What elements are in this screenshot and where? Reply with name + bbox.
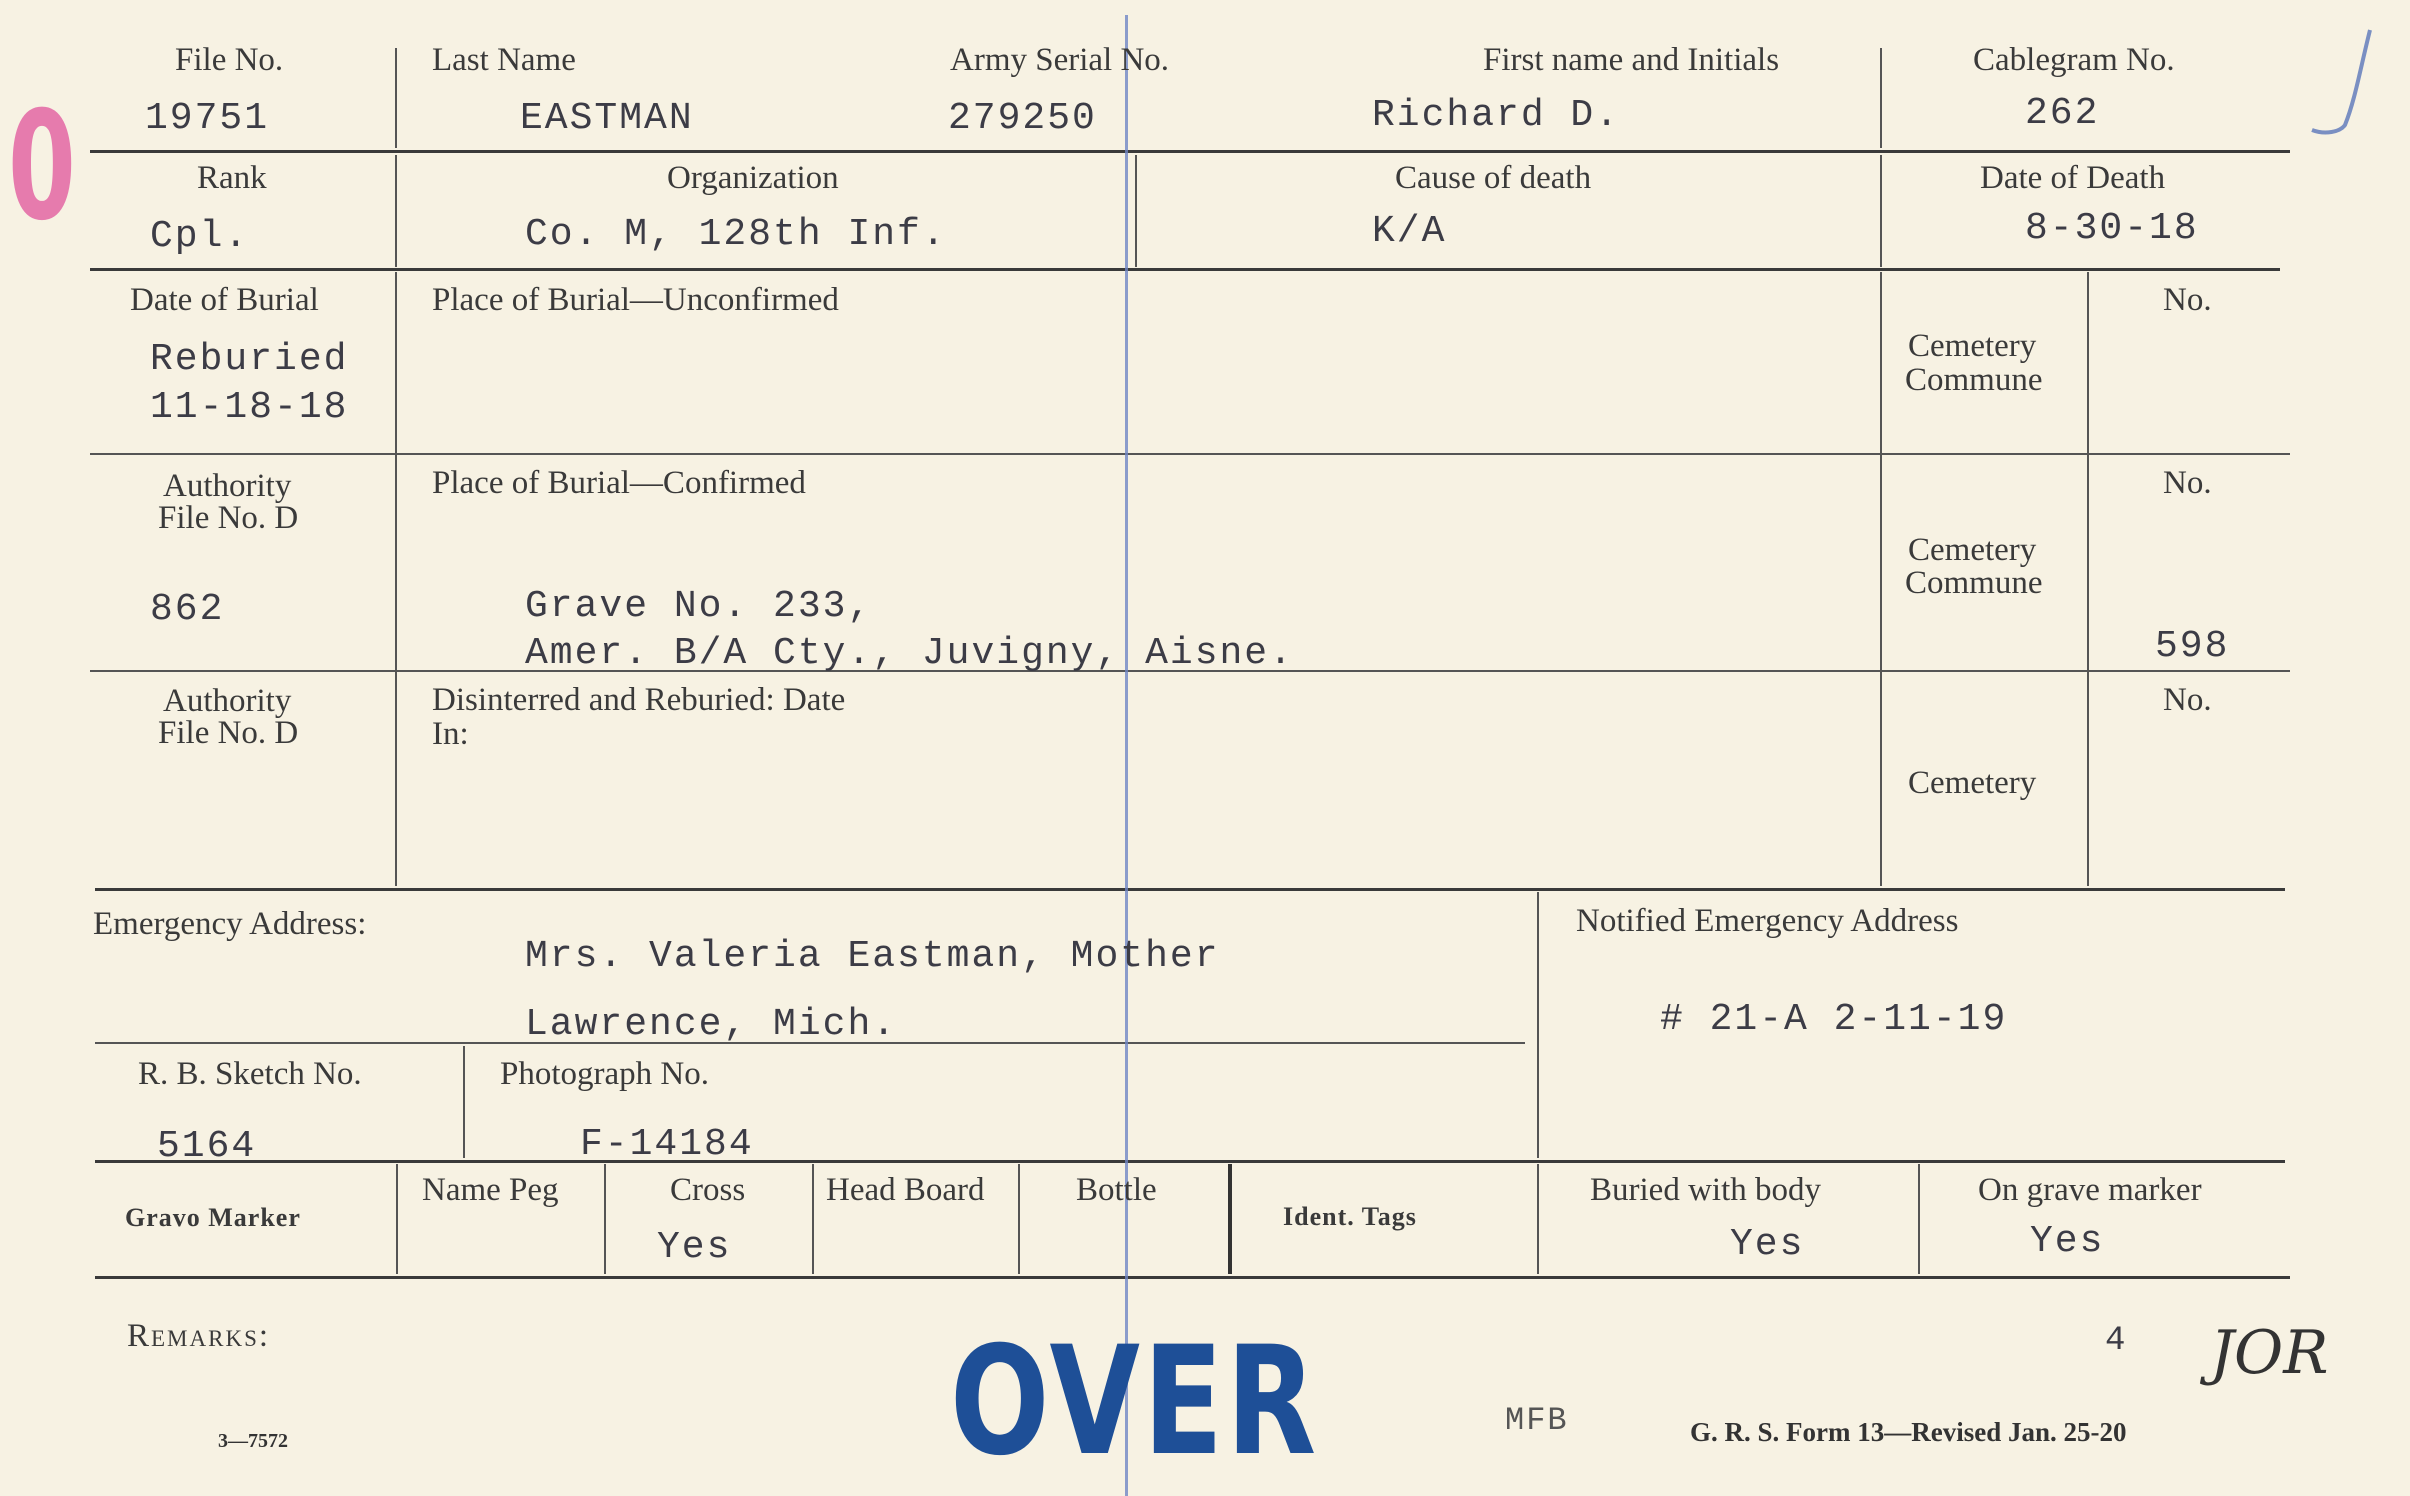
vrule-left-column bbox=[395, 272, 397, 886]
commune-label-1: Commune bbox=[1905, 362, 2043, 398]
date-of-burial-label: Date of Burial bbox=[130, 282, 319, 318]
grave-no-number: 598 bbox=[2155, 625, 2230, 668]
name-peg-label: Name Peg bbox=[422, 1172, 559, 1208]
disinterred-in-label: In: bbox=[432, 716, 469, 752]
vrule-cemetery bbox=[1880, 272, 1882, 886]
first-name-label: First name and Initials bbox=[1483, 42, 1780, 78]
head-board-label: Head Board bbox=[826, 1172, 985, 1208]
cablegram-value: 262 bbox=[2025, 92, 2100, 135]
authority-file-label-2: File No. D bbox=[158, 715, 299, 751]
reburied-value: Reburied bbox=[150, 338, 349, 381]
place-unconfirmed-label: Place of Burial—Unconfirmed bbox=[432, 282, 839, 318]
vrule-marker-7 bbox=[1918, 1164, 1920, 1274]
vrule-rank bbox=[395, 155, 397, 267]
initials-mfb: MFB bbox=[1505, 1402, 1569, 1439]
cemetery-label-1: Cemetery bbox=[1908, 328, 2037, 364]
emergency-line-1: Mrs. Valeria Eastman, Mother bbox=[525, 935, 1220, 978]
serial-no-label: Army Serial No. bbox=[950, 42, 1170, 78]
form-code: 3—7572 bbox=[218, 1430, 288, 1452]
organization-label: Organization bbox=[667, 160, 839, 196]
vrule-file bbox=[395, 48, 397, 148]
authority-label-1: Authority bbox=[163, 468, 292, 504]
vrule-cablegram bbox=[1880, 48, 1882, 148]
vrule-marker-3 bbox=[812, 1164, 814, 1274]
emergency-address-label: Emergency Address: bbox=[93, 906, 367, 942]
no-label-2: No. bbox=[2163, 465, 2212, 501]
notified-emergency-value: # 21-A 2-11-19 bbox=[1660, 998, 2008, 1041]
no-label-3: No. bbox=[2163, 682, 2212, 718]
rule-markers bbox=[95, 1276, 2290, 1279]
rule-row2 bbox=[90, 268, 2280, 271]
check-mark-icon bbox=[2300, 20, 2390, 140]
authority-value: 862 bbox=[150, 588, 225, 631]
vrule-no bbox=[2087, 272, 2089, 886]
authority-file-label-1: File No. D bbox=[158, 500, 299, 536]
cemetery-label-3: Cemetery bbox=[1908, 765, 2037, 801]
authority-label-2: Authority bbox=[163, 683, 292, 719]
vrule-marker-4 bbox=[1018, 1164, 1020, 1274]
no-label-1: No. bbox=[2163, 282, 2212, 318]
rule-header bbox=[90, 150, 2290, 153]
signature: JOR bbox=[2210, 1318, 2329, 1388]
pink-mark: 0 bbox=[8, 80, 76, 254]
cause-label: Cause of death bbox=[1395, 160, 1592, 196]
cablegram-label: Cablegram No. bbox=[1973, 42, 2175, 78]
vrule-marker-1 bbox=[396, 1164, 398, 1274]
rule-sketch bbox=[95, 1160, 2285, 1163]
remarks-label: Remarks: bbox=[127, 1318, 271, 1354]
bottle-label: Bottle bbox=[1076, 1172, 1157, 1208]
sketch-no-value: 5164 bbox=[157, 1125, 257, 1168]
file-no-value: 19751 bbox=[145, 97, 270, 140]
buried-with-body-label: Buried with body bbox=[1590, 1172, 1821, 1208]
organization-value: Co. M, 128th Inf. bbox=[525, 213, 947, 256]
blue-pencil-line bbox=[1125, 15, 1128, 1496]
serial-no-value: 279250 bbox=[948, 97, 1097, 140]
vrule-marker-6 bbox=[1537, 1164, 1539, 1274]
reburied-date-value: 11-18-18 bbox=[150, 386, 349, 429]
cemetery-location-value: Amer. B/A Cty., Juvigny, Aisne. bbox=[525, 632, 1294, 675]
date-of-death-value: 8-30-18 bbox=[2025, 207, 2199, 250]
last-name-value: EASTMAN bbox=[520, 97, 694, 140]
buried-with-body-value: Yes bbox=[1730, 1223, 1805, 1266]
vrule-org bbox=[1135, 155, 1137, 267]
disinterred-label: Disinterred and Reburied: Date bbox=[432, 682, 846, 718]
vrule-marker-5 bbox=[1228, 1164, 1232, 1274]
notified-emergency-label: Notified Emergency Address bbox=[1576, 903, 1959, 939]
rule-unconfirmed bbox=[90, 453, 2290, 455]
cemetery-label-2: Cemetery bbox=[1908, 532, 2037, 568]
vrule-marker-2 bbox=[604, 1164, 606, 1274]
page-number: 4 bbox=[2105, 1322, 2128, 1360]
photograph-no-label: Photograph No. bbox=[500, 1056, 709, 1092]
rank-label: Rank bbox=[197, 160, 267, 196]
date-of-death-label: Date of Death bbox=[1980, 160, 2166, 196]
cause-value: K/A bbox=[1372, 210, 1447, 253]
form-title: G. R. S. Form 13—Revised Jan. 25-20 bbox=[1690, 1417, 2127, 1447]
file-no-label: File No. bbox=[175, 42, 284, 78]
commune-label-2: Commune bbox=[1905, 565, 2043, 601]
emergency-line-2: Lawrence, Mich. bbox=[525, 1003, 898, 1046]
over-stamp: OVER bbox=[950, 1315, 1320, 1489]
photograph-no-value: F-14184 bbox=[580, 1123, 754, 1166]
on-grave-marker-value: Yes bbox=[2030, 1220, 2105, 1263]
rule-disinterred bbox=[95, 888, 2285, 891]
rank-value: Cpl. bbox=[150, 215, 250, 258]
cross-label: Cross bbox=[670, 1172, 746, 1208]
ident-tags-label: Ident. Tags bbox=[1283, 1202, 1417, 1231]
first-name-value: Richard D. bbox=[1372, 94, 1621, 137]
place-confirmed-label: Place of Burial—Confirmed bbox=[432, 465, 806, 501]
sketch-no-label: R. B. Sketch No. bbox=[138, 1056, 362, 1092]
cross-value: Yes bbox=[657, 1226, 732, 1269]
grave-no-value: Grave No. 233, bbox=[525, 585, 873, 628]
vrule-sketch bbox=[463, 1046, 465, 1158]
last-name-label: Last Name bbox=[432, 42, 576, 78]
vrule-notified bbox=[1537, 892, 1539, 1158]
on-grave-marker-label: On grave marker bbox=[1978, 1172, 2202, 1208]
vrule-cause bbox=[1880, 155, 1882, 267]
grave-marker-label: Gravo Marker bbox=[125, 1203, 301, 1232]
